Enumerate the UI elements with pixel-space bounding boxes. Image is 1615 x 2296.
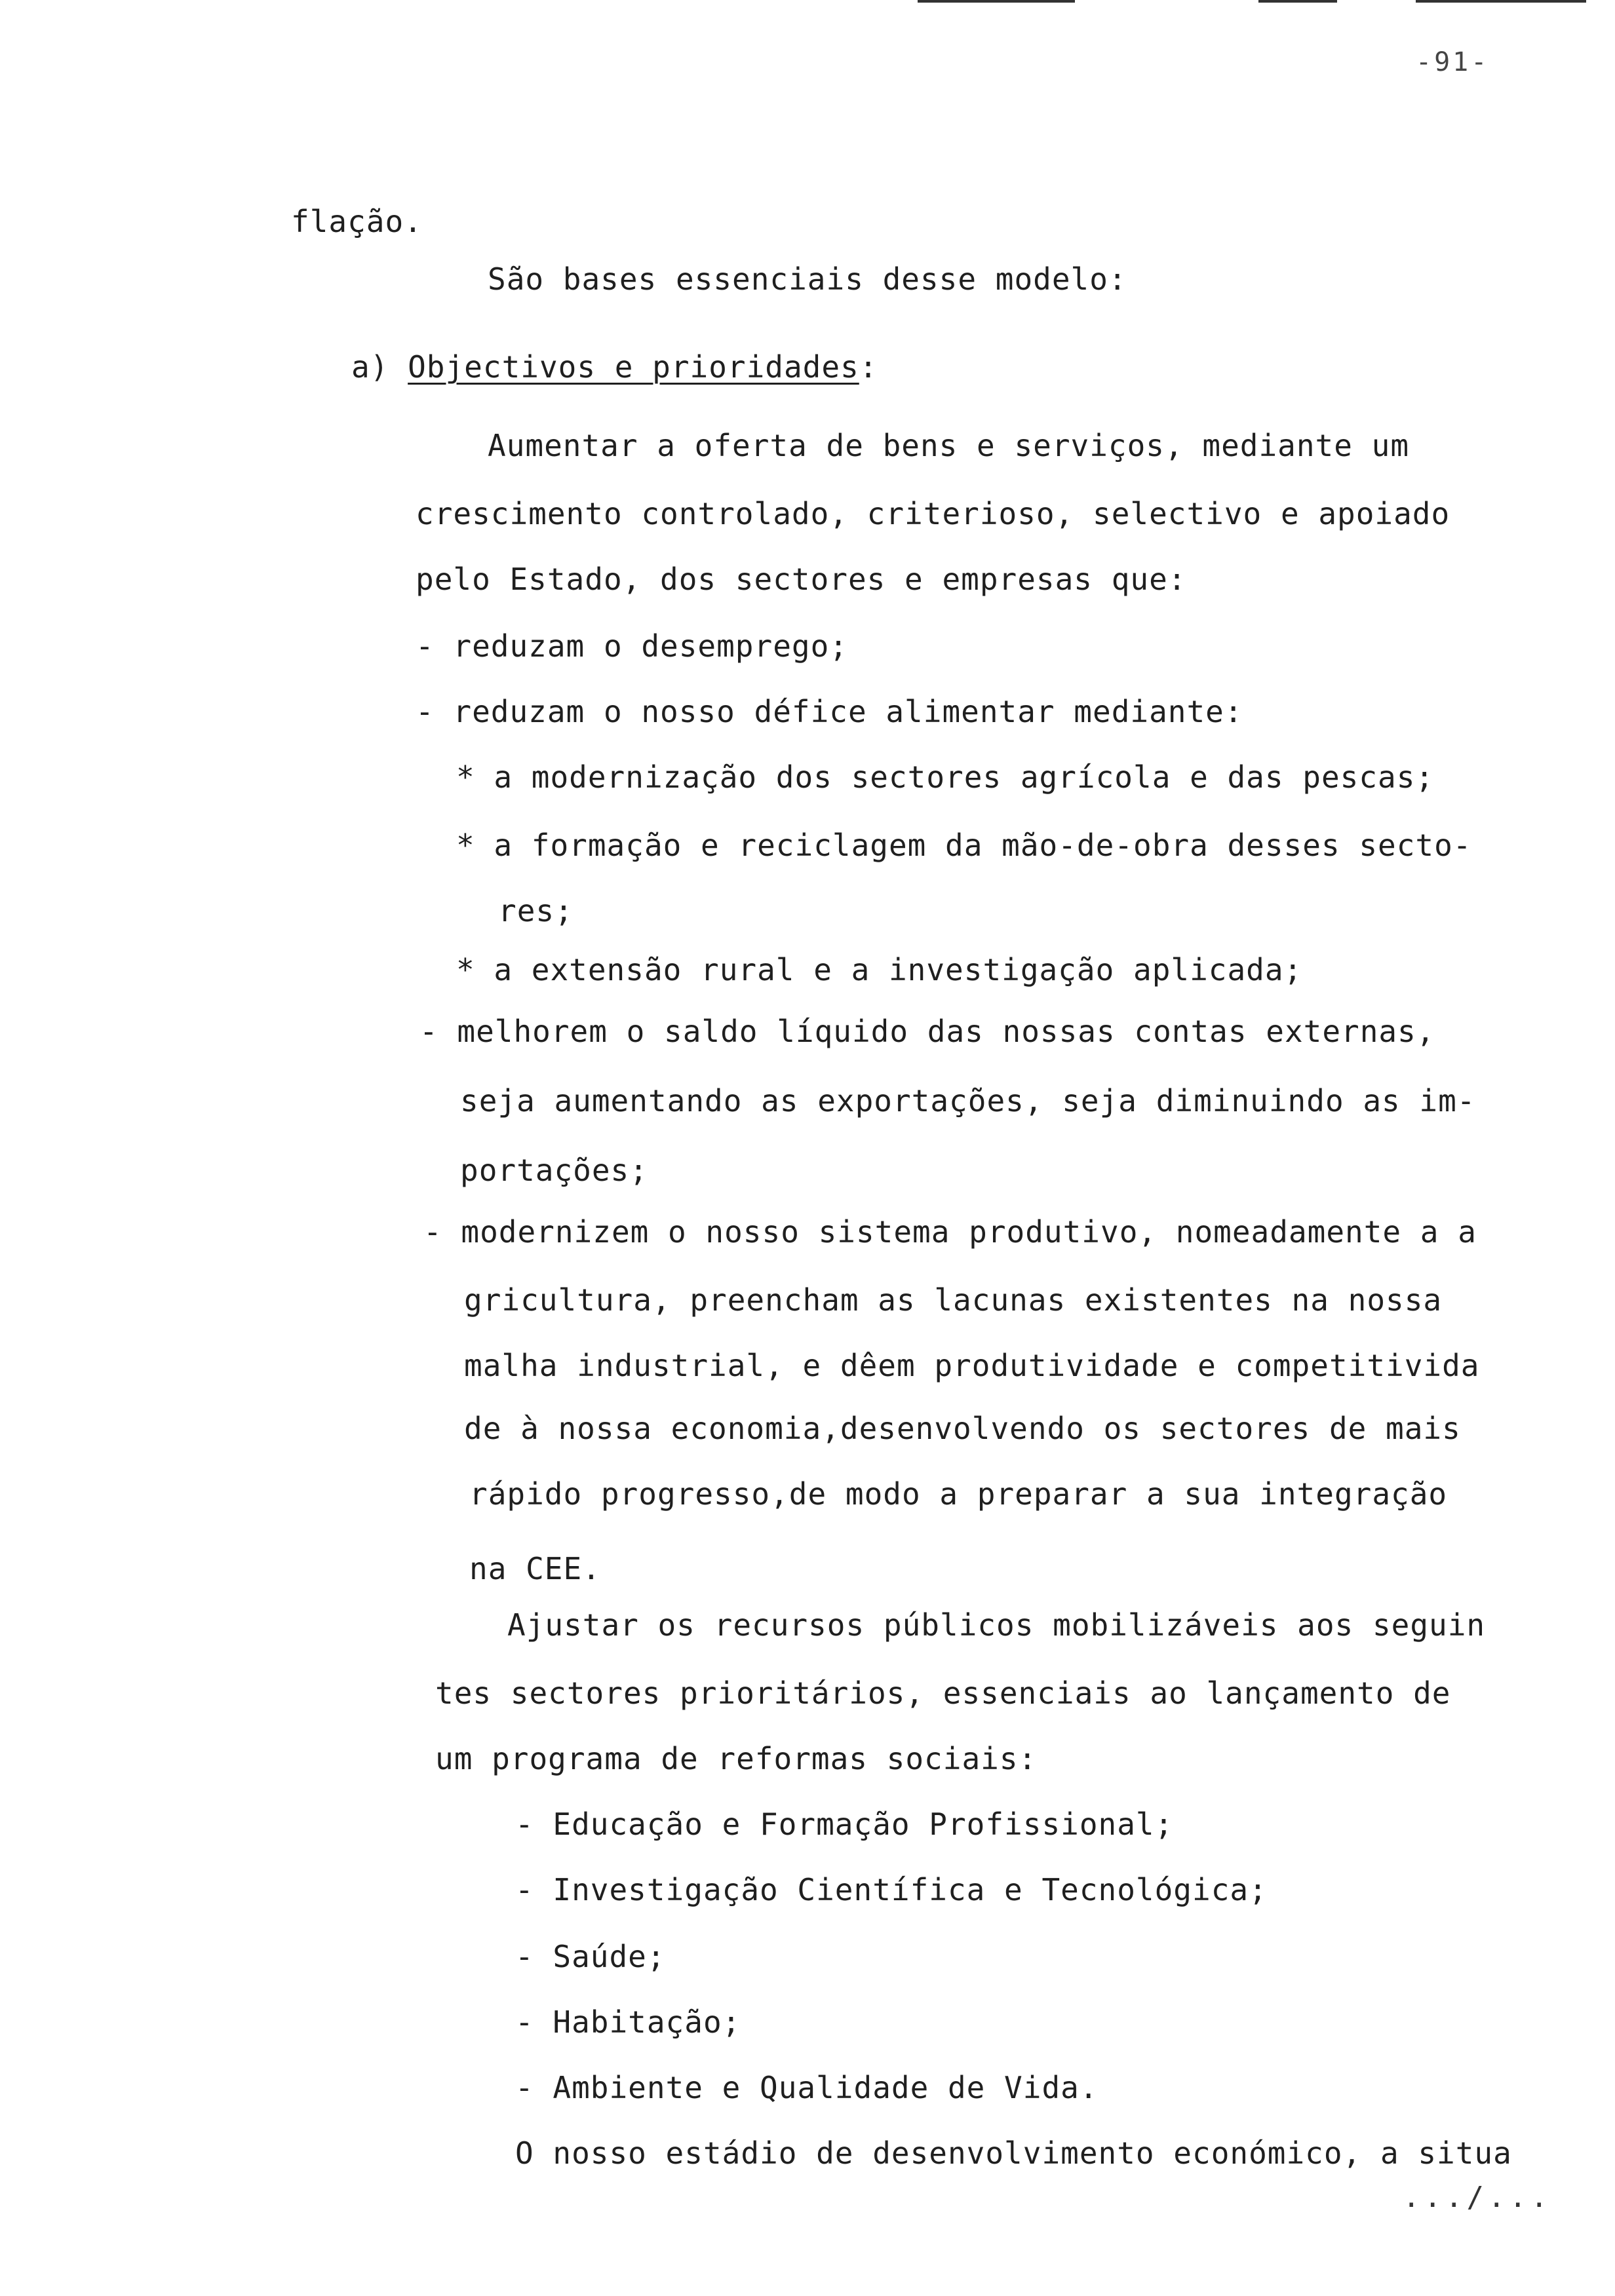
text-line: gricultura, preencham as lacunas existentes na nossa bbox=[464, 1282, 1443, 1318]
text-line: um programa de reformas sociais: bbox=[435, 1741, 1038, 1776]
text-line: seja aumentando as exportações, seja diminuindo as im- bbox=[460, 1083, 1476, 1119]
list-item: - reduzam o nosso défice alimentar mediante: bbox=[416, 694, 1243, 729]
text-line: malha industrial, e dêem produtividade e competitivida bbox=[464, 1348, 1480, 1383]
text-line: tes sectores prioritários, essenciais ao lançamento de bbox=[435, 1675, 1451, 1711]
text-line: Ajustar os recursos públicos mobilizáveis aos seguin bbox=[507, 1607, 1486, 1643]
section-heading bbox=[351, 349, 878, 385]
text-line: portações; bbox=[460, 1153, 648, 1188]
list-item: - Saúde; bbox=[515, 1939, 666, 1974]
text-line: de à nossa economia,desenvolvendo os sectores de mais bbox=[464, 1411, 1461, 1446]
list-item: - Habitação; bbox=[515, 2004, 741, 2040]
text-line: flação. bbox=[291, 204, 423, 239]
text-line: pelo Estado, dos sectores e empresas que: bbox=[416, 562, 1187, 597]
section-heading-prefix: a) bbox=[351, 349, 389, 385]
text-line: crescimento controlado, criterioso, selectivo e apoiado bbox=[416, 496, 1450, 531]
text-line: O nosso estádio de desenvolvimento económico, a situa bbox=[515, 2135, 1512, 2171]
page-number: -91- bbox=[1416, 47, 1490, 77]
list-item: - melhorem o saldo líquido das nossas contas externas, bbox=[419, 1014, 1435, 1049]
list-item: - Ambiente e Qualidade de Vida. bbox=[515, 2070, 1099, 2105]
sub-list-item: * a extensão rural e a investigação aplicada; bbox=[456, 952, 1303, 987]
list-item: - Educação e Formação Profissional; bbox=[515, 1807, 1174, 1842]
continuation-mark: .../... bbox=[1403, 2181, 1552, 2214]
sub-list-item: * a formação e reciclagem da mão-de-obra desses secto- bbox=[456, 828, 1472, 863]
text-line: São bases essenciais desse modelo: bbox=[488, 261, 1127, 297]
text-line: res; bbox=[498, 893, 574, 928]
list-item: - reduzam o desemprego; bbox=[416, 628, 848, 664]
scan-mark-top-3 bbox=[1416, 0, 1586, 3]
text-line: Aumentar a oferta de bens e serviços, mediante um bbox=[488, 428, 1410, 463]
scan-mark-top-2 bbox=[1258, 0, 1337, 3]
text-line: rápido progresso,de modo a preparar a sua integração bbox=[469, 1476, 1448, 1512]
scan-mark-top-1 bbox=[918, 0, 1075, 3]
section-heading-colon: : bbox=[859, 349, 878, 385]
list-item: - modernizem o nosso sistema produtivo, nomeadamente a a bbox=[423, 1214, 1477, 1250]
section-heading-title: Objectivos e prioridades bbox=[408, 349, 859, 385]
sub-list-item: * a modernização dos sectores agrícola e das pescas; bbox=[456, 759, 1435, 795]
text-line: na CEE. bbox=[469, 1551, 601, 1586]
list-item: - Investigação Científica e Tecnológica; bbox=[515, 1872, 1268, 1907]
